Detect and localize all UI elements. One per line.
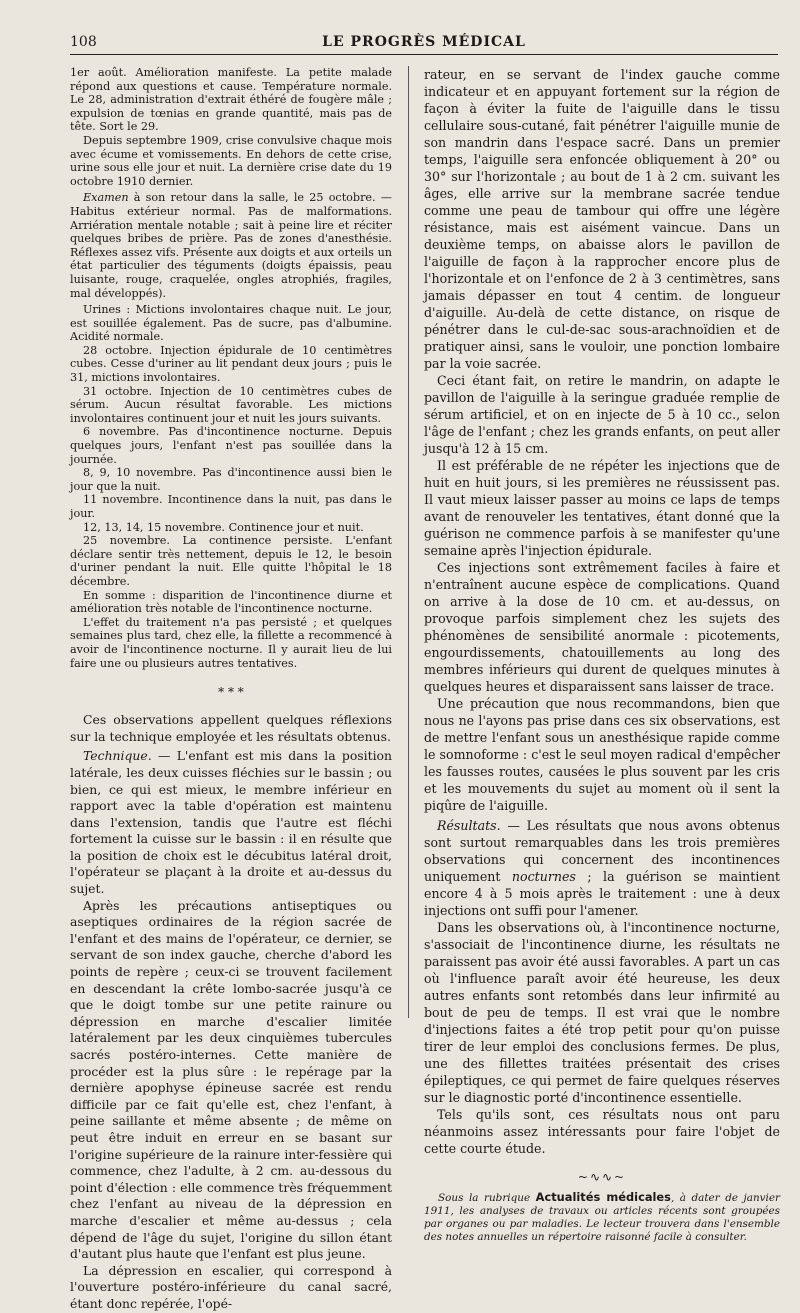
- results-text: — Les résultats que nous avons obtenus sont surtout remarquables dans les trois premières observations qui concernent des incontinences uniquement: [424, 818, 780, 884]
- editorial-note-text: [424, 1191, 780, 1245]
- observation-paragraph: 6 novembre. Pas d'incontinence nocturne. Depuis quelques jours, l'enfant n'est pas souillée dans la journée.: [70, 425, 392, 466]
- editorial-note: [424, 1191, 780, 1245]
- observation-paragraph: En somme : disparition de l'incontinence diurne et amélioration très notable de l'incontinence nocturne.: [70, 588, 392, 616]
- body-paragraph: [424, 817, 780, 919]
- column-divider: [408, 66, 409, 1018]
- technique-label: Technique.: [83, 748, 152, 764]
- body-paragraph: Tels qu'ils sont, ces résultats nous ont paru néanmoins assez intéressants pour faire l'objet de cette courte étude.: [424, 1107, 780, 1156]
- observation-paragraph: [70, 191, 392, 300]
- observation-paragraph: 11 novembre. Incontinence dans la nuit, pas dans le jour.: [70, 493, 392, 520]
- exam-label: Examen: [83, 191, 129, 205]
- results-text: ; la guérison se maintient encore 4 à 5 mois après le traitement : une à deux injections ont suffi pour l'amener.: [424, 869, 780, 918]
- observation-paragraph: Urines : Mictions involontaires chaque nuit. Le jour, est souillée également. Pas de sucre, pas d'albumine. Acidité normale.: [70, 303, 392, 344]
- rubric-name: Actualités médicales: [535, 1189, 671, 1204]
- results-emphasis: nocturnes: [511, 869, 576, 884]
- body-paragraph: Après les précautions antiseptiques ou aseptiques ordinaires de la région sacrée de l'enfant et des mains de l'opérateur, ce dernier, se servant de son index gauche, cherche d'abord les points de repère ; ceux-ci se trouvent facilement en descendant la crête lombo-sacrée jusqu'à ce que le doigt tombe sur une petite rainure ou dépression en marche d'escalier limitée latéralement par les deux cinquièmes tubercules sacrés postéro-internes. Cette manière de procéder est la plus sûre : le repérage par la dernière apophyse épineuse sacrée est rendu difficile par ce fait qu'elle est, chez l'enfant, à peine saillante et même absente ; de même on peut être induit en erreur en se basant sur l'origine supérieure de la rainure inter-fessière qui commence, chez l'adulte, à 2 cm. au-dessous du point d'élection : elle commence très fréquemment chez l'enfant au niveau de la dépression en marche d'escalier et même au-dessus ; cela dépend de l'âge du sujet, l'origine du sillon étant d'autant plus haute que l'enfant est plus jeune.: [70, 897, 392, 1262]
- ornament-divider: ~∿∿~: [577, 1170, 627, 1184]
- body-paragraph: Ces observations appellent quelques réflexions sur la technique employée et les résultats obtenus.: [70, 712, 392, 744]
- observation-paragraph: 8, 9, 10 novembre. Pas d'incontinence aussi bien le jour que la nuit.: [70, 466, 392, 493]
- observation-paragraph: 28 octobre. Injection épidurale de 10 centimètres cubes. Cesse d'uriner au lit pendant deux jours ; puis le 31, mictions involontaires.: [70, 343, 392, 385]
- left-column: [70, 66, 392, 1313]
- exam-text: à son retour dans la salle, le 25 octobre. — Habitus extérieur normal. Pas de malformations. Arriération mentale notable ; sait à peine lire et réciter quelques bribes de prière. Pas de zones d'anesthésie. Réflexes assez vifs. Présente aux doigts et aux orteils un état particulier des téguments (doigts épaissis, peau luisante, rouge, craquelée, ongles atrophiés, fragiles, mal développés).: [70, 191, 392, 300]
- observation-paragraph: 12, 13, 14, 15 novembre. Continence jour et nuit.: [83, 520, 364, 534]
- body-paragraph: Dans les observations où, à l'incontinence nocturne, s'associait de l'incontinence diurne, les résultats ne paraissent pas avoir été aussi favorables. A part un cas où l'influence paraît avoir été heureuse, les deux autres enfants sont retombés dans leur infirmité au bout de peu de temps. Il est vrai que le nombre d'injections faites a été trop petit pour qu'on puisse tirer de leur emploi des conclusions fermes. De plus, une des fillettes traitées présentait des crises épileptiques, ce qui permet de faire quelques réserves sur le diagnostic porté d'incontinence essentielle.: [424, 920, 780, 1105]
- body-paragraph: [70, 748, 392, 897]
- body-paragraph: La dépression en escalier, qui correspond à l'ouverture postéro-inférieure du canal sacré, étant donc repérée, l'opé-: [70, 1262, 392, 1311]
- technique-text: — L'enfant est mis dans la position latérale, les deux cuisses fléchies sur le bassin ; ou bien, ce qui est mieux, le membre inférieur en rapport avec la table d'opération est maintenu dans l'extension, tandis que l'autre est fléchi fortement la cuisse sur le bassin : il en résulte que la position de choix est le décubitus latéral droit, l'opérateur se plaçant à la droite et au-dessus du sujet.: [70, 748, 392, 897]
- body-paragraph: Ceci étant fait, on retire le mandrin, on adapte le pavillon de l'aiguille à la seringue graduée remplie de sérum artificiel, et on en injecte de 5 à 10 cc., selon l'âge de l'enfant ; chez les grands enfants, on peut aller jusqu'à 12 à 15 cm.: [424, 373, 780, 456]
- right-column: [424, 66, 780, 1244]
- observation-paragraph: Depuis septembre 1909, crise convulsive chaque mois avec écume et vomissements. En dehors de cette crise, urine sous elle jour et nuit. La dernière crise date du 19 octobre 1910 dernier.: [70, 133, 392, 188]
- journal-title: LE PROGRÈS MÉDICAL: [322, 34, 526, 50]
- section-separator-stars: * * *: [218, 685, 244, 700]
- results-label: Résultats.: [437, 818, 501, 833]
- note-text: Sous la rubrique: [438, 1191, 536, 1204]
- note-text: , à dater de janvier 1911, les analyses de travaux ou articles récents sont groupées par organes ou par maladies. Le lecteur trouvera dans l'ensemble des notes annuelles un répertoire raisonné facile à consulter.: [424, 1191, 780, 1244]
- page-number: 108: [70, 34, 97, 50]
- observation-paragraph: 25 novembre. La continence persiste. L'enfant déclare sentir très nettement, depuis le 12, le besoin d'uriner pendant la nuit. Elle quitte l'hôpital le 18 décembre.: [70, 534, 392, 588]
- body-paragraph: Une précaution que nous recommandons, bien que nous ne l'ayons pas prise dans ces six observations, est de mettre l'enfant sous un anesthésique rapide comme le somnoforme : c'est le seul moyen radical d'empêcher les fausses routes, causées le plus souvent par les cris et les mouvements du sujet au moment où il sent la piqûre de l'aiguille.: [424, 696, 780, 813]
- observation-paragraph: 1er août. Amélioration manifeste. La petite malade répond aux questions et cause. Température normale. Le 28, administration d'extrait éthéré de fougère mâle ; expulsion de tœnias en grande quantité, mais pas de tête. Sort le 29.: [70, 66, 392, 134]
- body-paragraph: Il est préférable de ne répéter les injections que de huit en huit jours, si les premières ne réussissent pas. Il vaut mieux laisser passer au moins ce laps de temps avant de renouveler les tentatives, étant donné que la guérison ne commence parfois à se manifester qu'une semaine après l'injection épidurale.: [424, 458, 780, 558]
- body-paragraph: rateur, en se servant de l'index gauche comme indicateur et en appuyant fortement sur la région de façon à éviter la fuite de l'aiguille dans le tissu cellulaire sous-cutané, fait pénétrer l'aiguille munie de son mandrin dans l'espace sacré. Dans un premier temps, l'aiguille sera enfoncée obliquement à 20° ou 30° sur l'horizontale ; au bout de 1 à 2 cm. suivant les âges, elle arrive sur la membrane sacrée tendue comme une peau de tambour qui offre une légère résistance, mais est aisément vaincue. Dans un deuxième temps, on abaisse alors le pavillon de l'aiguille de façon à la rapprocher encore plus de l'horizontale et on l'enfonce de 2 à 3 centimètres, sans jamais dépasser en tout 4 centim. de longueur d'aiguille. Au-delà de cette distance, on risque de pénétrer dans le cul-de-sac sous-arachnoïdien et de pratiquer ainsi, sans le vouloir, une ponction lombaire par la voie sacrée.: [424, 67, 780, 371]
- observation-paragraph: 31 octobre. Injection de 10 centimètres cubes de sérum. Aucun résultat favorable. Les mictions involontaires continuent jour et nuit les jours suivants.: [70, 384, 392, 425]
- body-paragraph: Ces injections sont extrêmement faciles à faire et n'entraînent aucune espèce de complications. Quand on arrive à la dose de 10 cm. et au-dessus, on provoque parfois simplement chez les sujets des phénomènes de sensibilité anormale : picotements, engourdissements, chatouillements au long des membres inférieurs qui durent de quelques minutes à quelques heures et disparaissent sans laisser de trace.: [424, 560, 780, 694]
- observation-paragraph: L'effet du traitement n'a pas persisté ; et quelques semaines plus tard, chez elle, la fillette a recommencé à avoir de l'incontinence nocturne. Il y aurait lieu de lui faire une ou plusieurs autres tentatives.: [70, 615, 392, 670]
- page-header: [70, 34, 778, 55]
